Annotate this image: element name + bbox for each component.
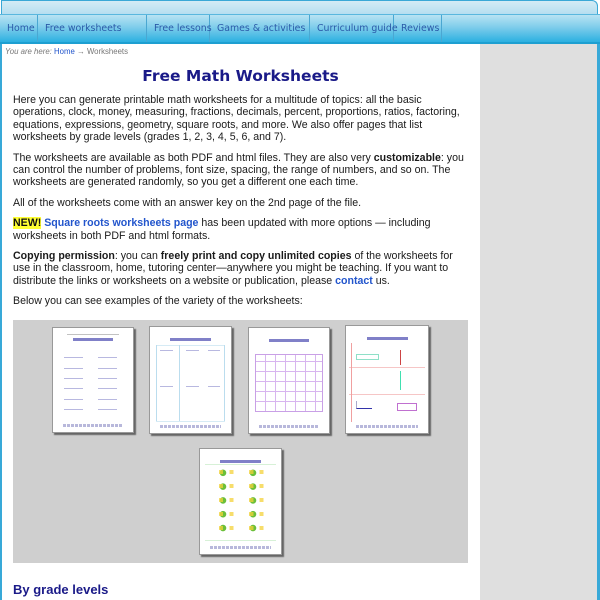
thumb-title-bar [220,460,261,463]
contact-link[interactable]: contact [335,274,373,287]
thumb-line [349,394,424,395]
text: us. [372,274,390,287]
breadcrumb-current: Worksheets [86,47,128,56]
thumb-shape [356,354,379,360]
examples-paragraph: Below you can see examples of the variety of the worksheets: [13,295,303,308]
thumb-line [208,350,219,351]
thumb-shape [400,350,401,365]
new-paragraph [13,217,468,242]
right-sidebar [480,44,597,600]
thumb-shape [400,371,401,390]
thumb-footer [356,425,418,428]
nav-games-activities[interactable]: Games & activities [210,15,310,42]
thumb-line [179,345,180,421]
thumb-line [64,357,83,358]
thumb-line [156,421,224,422]
thumb-line [64,399,83,400]
nav-home[interactable]: Home [0,15,38,42]
thumb-title-bar [170,338,211,341]
new-badge: NEW! [13,217,42,230]
text: has been updated with more options — including worksheets in both PDF and html formats. [13,217,431,242]
thumb-line [64,409,83,410]
thumb-line [98,399,117,400]
thumbnail-number-chart[interactable] [248,327,330,434]
breadcrumb-arrow-icon: → [76,47,85,56]
thumbnail-area-perimeter[interactable] [345,325,429,434]
thumb-title-bar [73,338,113,341]
intro-paragraph: Here you can generate printable math worksheets for a multitude of topics: all the basic operations, clock, money, measuring, fractions, decimals, percent, proportions, ratios, factoring, equations, expressions, geometry, square roots, and more. We also offer pages that list worksheets by grade levels (grades 1, 2, 3, 4, 5, 6, and 7). [13,94,460,144]
main-nav [0,14,600,44]
thumb-footer [63,424,124,427]
thumb-line [160,350,173,351]
thumb-line [205,464,276,465]
thumb-line [156,345,157,421]
thumb-grid [255,354,324,412]
thumb-line [98,409,117,410]
formats-paragraph [13,152,468,189]
breadcrumb-home-link[interactable]: Home [54,47,75,56]
text: : you can [114,250,161,263]
thumb-line [186,386,199,387]
thumb-line [156,345,224,346]
thumb-line [349,367,424,368]
thumb-footer [210,546,272,549]
section-title-grade-levels: By grade levels [13,582,109,597]
thumb-footer [160,425,222,428]
answer-key-paragraph: All of the worksheets come with an answer key on the 2nd page of the file. [13,196,362,209]
thumb-title-bar [269,339,309,342]
thumb-line [98,378,117,379]
customizable-text: customizable [373,151,441,164]
nav-curriculum-guide[interactable]: Curriculum guide [310,15,394,42]
text: The worksheets are available as both PDF and html files. They are also very [13,151,374,164]
thumb-line [98,357,117,358]
left-border [0,44,2,600]
text: of the worksheets for use in the classroom, home, tutoring center—anywhere you might be teaching. If you want to distribute the links or worksheets on a website or publication, please [13,250,453,287]
thumb-shape [356,401,372,410]
thumb-fraction-boxes [219,468,271,537]
thumbnail-equivalent-fractions[interactable] [199,448,282,555]
thumb-line [351,343,352,422]
thumb-line [205,540,276,541]
thumbnail-math-worksheet[interactable] [52,327,134,433]
thumb-shape [397,403,417,410]
main-content [13,60,468,316]
thumb-line [98,368,117,369]
thumb-line [64,378,83,379]
thumb-title-bar [367,337,408,340]
thumb-footer [259,425,320,428]
breadcrumb-prefix: You are here: [5,47,52,56]
thumb-line [98,388,117,389]
nav-free-worksheets[interactable]: Free worksheets [38,15,147,42]
thumb-line [186,350,199,351]
worksheet-gallery [13,320,468,563]
copying-permission-label: Copying permission [13,250,115,263]
thumb-line [208,386,219,387]
text: : you can control the number of problems, font size, spacing, the range of numbers, and so on. The worksheets are generated randomly, so you get a different one each time. [13,151,464,189]
free-copies-text: freely print and copy unlimited copies [160,250,352,263]
thumb-line [64,368,83,369]
header-cap [1,0,598,14]
thumb-line [67,334,118,335]
thumb-line [160,386,173,387]
page-title: Free Math Worksheets [142,67,339,85]
breadcrumb [5,47,128,56]
square-roots-link[interactable]: Square roots worksheets page [44,217,199,230]
thumb-line [64,388,83,389]
nav-reviews[interactable]: Reviews [394,15,442,42]
copying-paragraph [13,250,468,287]
thumbnail-division-worksheet[interactable] [149,326,232,434]
nav-free-lessons[interactable]: Free lessons [147,15,210,42]
thumb-line [224,345,225,421]
